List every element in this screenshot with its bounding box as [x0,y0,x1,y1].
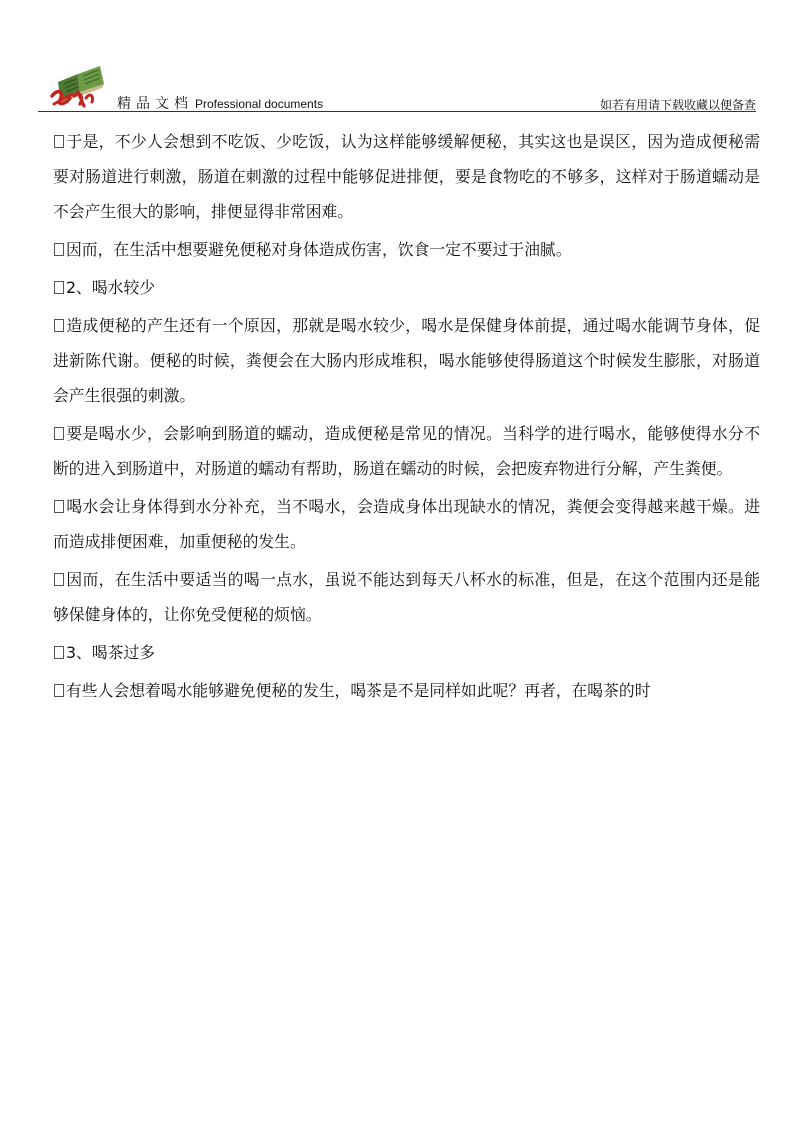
paragraph [53,562,760,632]
missing-glyph-box-icon [54,646,64,659]
section-heading-text: 2、喝水较少 [66,278,156,297]
paragraph-text: 有些人会想着喝水能够避免便秘的发生，喝茶是不是同样如此呢？再者，在喝茶的时 [66,681,651,700]
section-heading-text: 3、喝茶过多 [66,643,156,662]
missing-glyph-box-icon [54,427,64,440]
zhishi-book-logo-icon [50,52,112,108]
paragraph [53,232,760,267]
header-divider [38,111,756,112]
header-brand [117,93,323,113]
missing-glyph-box-icon [54,135,64,148]
missing-glyph-box-icon [54,573,64,586]
document-body [53,124,760,711]
missing-glyph-box-icon [54,243,64,256]
section-heading [53,635,760,670]
missing-glyph-box-icon [54,500,64,513]
paragraph [53,416,760,486]
paragraph-text: 要是喝水少，会影响到肠道的蠕动，造成便秘是常见的情况。当科学的进行喝水，能够使得水分不断的进入到肠道中，对肠道的蠕动有帮助，肠道在蠕动的时候，会把废弃物进行分解，产生粪便。 [53,424,760,478]
missing-glyph-box-icon [54,684,64,697]
missing-glyph-box-icon [54,319,64,332]
paragraph [53,489,760,559]
page-header [0,0,794,112]
paragraph-text: 因而，在生活中想要避免便秘对身体造成伤害，饮食一定不要过于油腻。 [66,240,572,259]
paragraph-text: 于是，不少人会想到不吃饭、少吃饭，认为这样能够缓解便秘，其实这也是误区，因为造成便秘需要对肠道进行刺激，肠道在刺激的过程中能够促进排便，要是食物吃的不够多，这样对于肠道蠕动是不会产生很大的影响，排便显得非常困难。 [53,132,760,221]
section-heading [53,270,760,305]
paragraph-text: 因而，在生活中要适当的喝一点水，虽说不能达到每天八杯水的标准，但是，在这个范围内还是能够保健身体的，让你免受便秘的烦恼。 [53,570,760,624]
paragraph [53,124,760,229]
paragraph [53,673,760,708]
paragraph-text: 喝水会让身体得到水分补充，当不喝水，会造成身体出现缺水的情况，粪便会变得越来越干燥。进而造成排便困难，加重便秘的发生。 [53,497,760,551]
header-note: 如若有用请下载收藏以便备查 [599,98,756,112]
paragraph [53,308,760,413]
brand-subtitle: Professional documents [195,97,324,111]
brand-title: 精品文档 [117,96,193,112]
paragraph-text: 造成便秘的产生还有一个原因，那就是喝水较少，喝水是保健身体前提，通过喝水能调节身体，促进新陈代谢。便秘的时候，粪便会在大肠内形成堆积，喝水能够使得肠道这个时候发生膨胀，对肠道会产生很强的刺激。 [53,316,760,405]
missing-glyph-box-icon [54,281,64,294]
